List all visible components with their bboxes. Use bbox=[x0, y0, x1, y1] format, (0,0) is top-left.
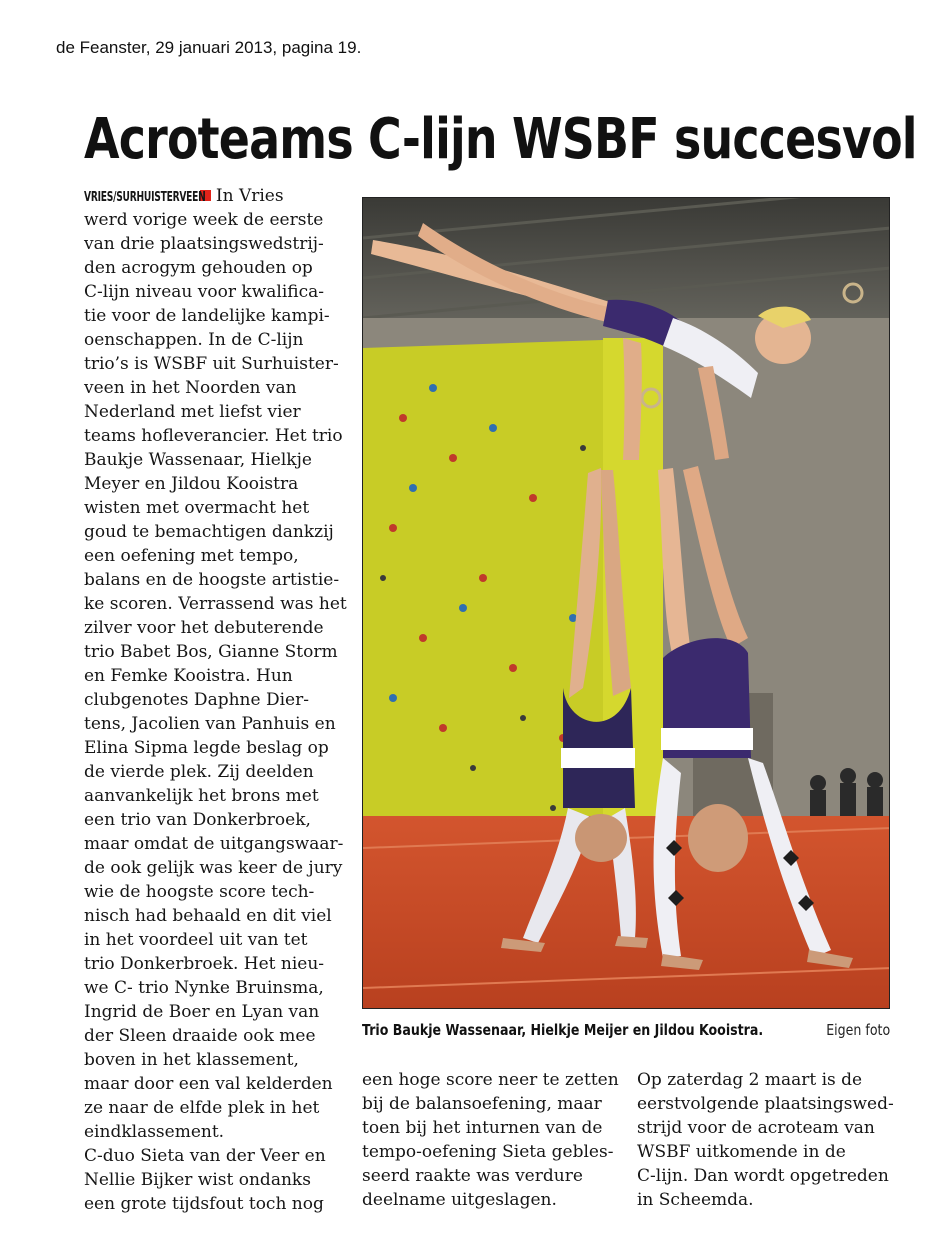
article-line: goud te bemachtigen dankzij bbox=[84, 522, 334, 542]
article-line: ke scoren. Verrassend was het bbox=[84, 594, 347, 614]
article-line: Op zaterdag 2 maart is de bbox=[637, 1070, 863, 1090]
article-line: oenschappen. In de C-lijn bbox=[84, 330, 304, 350]
article-line: toen bij het inturnen van de bbox=[362, 1118, 603, 1138]
article-line: teams hofleverancier. Het trio bbox=[84, 426, 343, 446]
article-line: wie de hoogste score tech- bbox=[84, 882, 315, 902]
article-line: Nederland met liefst vier bbox=[84, 402, 301, 422]
article-line: maar omdat de uitgangswaar- bbox=[84, 834, 344, 854]
article-column-1 bbox=[84, 184, 346, 1216]
article-line: eindklassement. bbox=[84, 1122, 225, 1142]
headline: Acroteams C-lijn WSBF succesvol bbox=[84, 107, 917, 172]
article-line: WSBF uitkomende in de bbox=[637, 1142, 846, 1162]
photo-caption: Trio Baukje Wassenaar, Hielkje Meijer en Jildou Kooistra. bbox=[362, 1021, 764, 1039]
article-line: in het voordeel uit van tet bbox=[84, 930, 308, 950]
article-line: trio Babet Bos, Gianne Storm bbox=[84, 642, 338, 662]
article-line: veen in het Noorden van bbox=[84, 378, 297, 398]
article-column-3 bbox=[637, 1068, 899, 1212]
article-line: trio Donkerbroek. Het nieu- bbox=[84, 954, 325, 974]
article-line: clubgenotes Daphne Dier- bbox=[84, 690, 309, 710]
article-line: eerstvolgende plaatsingswed- bbox=[637, 1094, 894, 1114]
article-column-2 bbox=[362, 1068, 624, 1212]
article-line: nisch had behaald en dit viel bbox=[84, 906, 332, 926]
article-line: den acrogym gehouden op bbox=[84, 258, 313, 278]
article-line: een grote tijdsfout toch nog bbox=[84, 1194, 324, 1214]
gymnastics-photo bbox=[362, 197, 890, 1009]
article-line: en Femke Kooistra. Hun bbox=[84, 666, 293, 686]
article-line: Baukje Wassenaar, Hielkje bbox=[84, 450, 312, 470]
article-line: van drie plaatsingswedstrij- bbox=[84, 234, 324, 254]
article-line: Nellie Bijker wist ondanks bbox=[84, 1170, 311, 1190]
article-line: ze naar de elfde plek in het bbox=[84, 1098, 320, 1118]
article-line: Ingrid de Boer en Lyan van bbox=[84, 1002, 320, 1022]
article-line: C-lijn niveau voor kwalifica- bbox=[84, 282, 324, 302]
article-line: we C- trio Nynke Bruinsma, bbox=[84, 978, 324, 998]
lead-line bbox=[84, 184, 346, 208]
article-line: tie voor de landelijke kampi- bbox=[84, 306, 330, 326]
photo-credit: Eigen foto bbox=[826, 1021, 890, 1039]
article-line: der Sleen draaide ook mee bbox=[84, 1026, 316, 1046]
source-line: de Feanster, 29 januari 2013, pagina 19. bbox=[56, 38, 362, 57]
article-line: zilver voor het debuterende bbox=[84, 618, 324, 638]
article-line: de vierde plek. Zij deelden bbox=[84, 762, 314, 782]
photo-caption-bar bbox=[362, 1021, 890, 1039]
article-line: bij de balansoefening, maar bbox=[362, 1094, 602, 1114]
article-line: wisten met overmacht het bbox=[84, 498, 310, 518]
article-line: een trio van Donkerbroek, bbox=[84, 810, 311, 830]
article-line: tempo-oefening Sieta gebles- bbox=[362, 1142, 614, 1162]
article-line: Meyer en Jildou Kooistra bbox=[84, 474, 299, 494]
article-line: in Scheemda. bbox=[637, 1190, 754, 1210]
article-line: een oefening met tempo, bbox=[84, 546, 299, 566]
dateline: VRIES/SURHUISTERVEEN bbox=[84, 190, 206, 205]
article-line: deelname uitgeslagen. bbox=[362, 1190, 557, 1210]
article-line: Elina Sipma legde beslag op bbox=[84, 738, 329, 758]
acro-trio-illustration bbox=[363, 198, 890, 1009]
article-line: balans en de hoogste artistie- bbox=[84, 570, 340, 590]
article-line: In Vries bbox=[215, 186, 284, 206]
article-line: strijd voor de acroteam van bbox=[637, 1118, 875, 1138]
article-line: tens, Jacolien van Panhuis en bbox=[84, 714, 336, 734]
article-line: seerd raakte was verdure bbox=[362, 1166, 583, 1186]
article-line: aanvankelijk het brons met bbox=[84, 786, 319, 806]
article-line: C-lijn. Dan wordt opgetreden bbox=[637, 1166, 889, 1186]
article-line: een hoge score neer te zetten bbox=[362, 1070, 619, 1090]
article-line: C-duo Sieta van der Veer en bbox=[84, 1146, 326, 1166]
article-line: werd vorige week de eerste bbox=[84, 210, 324, 230]
article-line: trio’s is WSBF uit Surhuister- bbox=[84, 354, 339, 374]
article-line: de ook gelijk was keer de jury bbox=[84, 858, 343, 878]
article-line: maar door een val kelderden bbox=[84, 1074, 333, 1094]
article-line: boven in het klassement, bbox=[84, 1050, 299, 1070]
